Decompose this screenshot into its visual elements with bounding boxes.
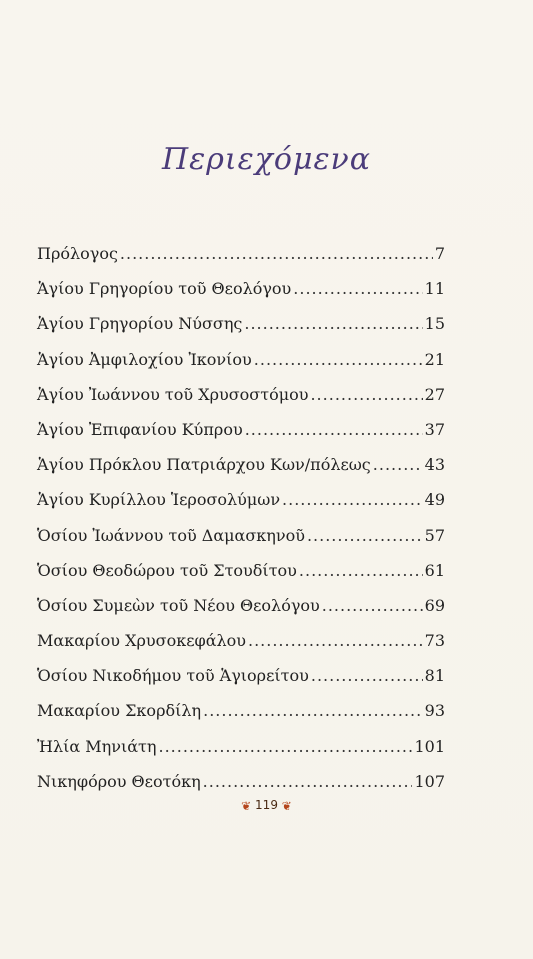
toc-entry-page: 27: [424, 384, 445, 404]
toc-entry-page: 61: [424, 560, 445, 580]
dot-leader: [311, 658, 423, 693]
toc-entry-label: Ὁσίου Ἰωάννου τοῦ Δαμασκηνοῦ: [37, 525, 305, 545]
toc-entry: [37, 553, 445, 588]
page-title: Περιεχόμενα: [161, 142, 372, 177]
dot-leader: [120, 236, 433, 271]
toc-entry: [37, 306, 445, 341]
toc-entry-page: 11: [424, 279, 445, 299]
toc-entry-page: 43: [424, 455, 445, 475]
dot-leader: [244, 306, 422, 341]
toc-entry-label: Ἁγίου Γρηγορίου Νύσσης: [37, 314, 243, 334]
dot-leader: [158, 729, 412, 764]
dot-leader: [322, 588, 423, 623]
toc-entry-page: 81: [424, 666, 445, 686]
dot-leader: [254, 342, 423, 377]
toc-entry-label: Ἁγίου Ἐπιφανίου Κύπρου: [37, 419, 243, 439]
toc-entry: [37, 729, 445, 764]
toc-entry: [37, 623, 445, 658]
toc-entry: [37, 412, 445, 447]
toc-entry: [37, 271, 445, 306]
dot-leader: [310, 377, 422, 412]
dot-leader: [299, 553, 423, 588]
toc-entry-page: 7: [434, 244, 445, 263]
dot-leader: [248, 623, 423, 658]
toc-entry-label: Ἁγίου Γρηγορίου τοῦ Θεολόγου: [37, 279, 292, 299]
toc-entry: [37, 342, 445, 377]
toc-entry: [37, 518, 445, 553]
toc-entry-label: Πρόλογος: [37, 244, 118, 263]
toc-entry-page: 15: [424, 314, 445, 334]
toc-entry: [37, 447, 445, 482]
toc-entry: [37, 236, 445, 271]
toc-entry-label: Ὁσίου Συμεὼν τοῦ Νέου Θεολόγου: [37, 595, 320, 615]
toc-entry-page: 73: [424, 631, 445, 651]
toc-entry-page: 93: [424, 701, 445, 721]
dot-leader: [373, 447, 423, 482]
dot-leader: [307, 518, 423, 553]
toc-entry: [37, 693, 445, 728]
right-ornament-icon: ❦: [281, 798, 292, 813]
toc-entry-label: Ἁγίου Ἰωάννου τοῦ Χρυσοστόμου: [37, 384, 309, 404]
toc-entry-page: 37: [424, 419, 445, 439]
toc-entry-label: Ὁσίου Νικοδήμου τοῦ Ἁγιορείτου: [37, 666, 309, 686]
toc-entry: [37, 588, 445, 623]
toc-entry: [37, 764, 445, 799]
toc-entry: [37, 482, 445, 517]
toc-entry-page: 49: [424, 490, 445, 510]
toc-entry-page: 57: [424, 525, 445, 545]
toc-entry: [37, 658, 445, 693]
dot-leader: [282, 482, 423, 517]
toc-entry-label: Νικηφόρου Θεοτόκη: [37, 771, 201, 791]
dot-leader: [293, 271, 422, 306]
dot-leader: [203, 764, 413, 799]
toc-entry-label: Μακαρίου Χρυσοκεφάλου: [37, 631, 246, 651]
toc-entry-label: Ἠλία Μηνιάτη: [37, 736, 157, 756]
toc-entry-page: 21: [424, 349, 445, 369]
left-ornament-icon: ❦: [241, 798, 252, 813]
toc-entry-label: Ὁσίου Θεοδώρου τοῦ Στουδίτου: [37, 560, 297, 580]
toc-entry-page: 69: [424, 595, 445, 615]
table-of-contents: [37, 236, 445, 799]
toc-entry-label: Μακαρίου Σκορδίλη: [37, 701, 202, 721]
toc-entry: [37, 377, 445, 412]
page-number: 119: [255, 798, 278, 812]
dot-leader: [245, 412, 423, 447]
toc-entry-label: Ἁγίου Ἀμφιλοχίου Ἰκονίου: [37, 349, 252, 369]
dot-leader: [203, 693, 423, 728]
toc-entry-label: Ἁγίου Κυρίλλου Ἱεροσολύμων: [37, 490, 281, 510]
toc-entry-label: Ἁγίου Πρόκλου Πατριάρχου Κων/πόλεως: [37, 455, 371, 475]
page-folio: [0, 798, 533, 813]
toc-entry-page: 101: [414, 736, 445, 756]
toc-entry-page: 107: [414, 771, 445, 791]
